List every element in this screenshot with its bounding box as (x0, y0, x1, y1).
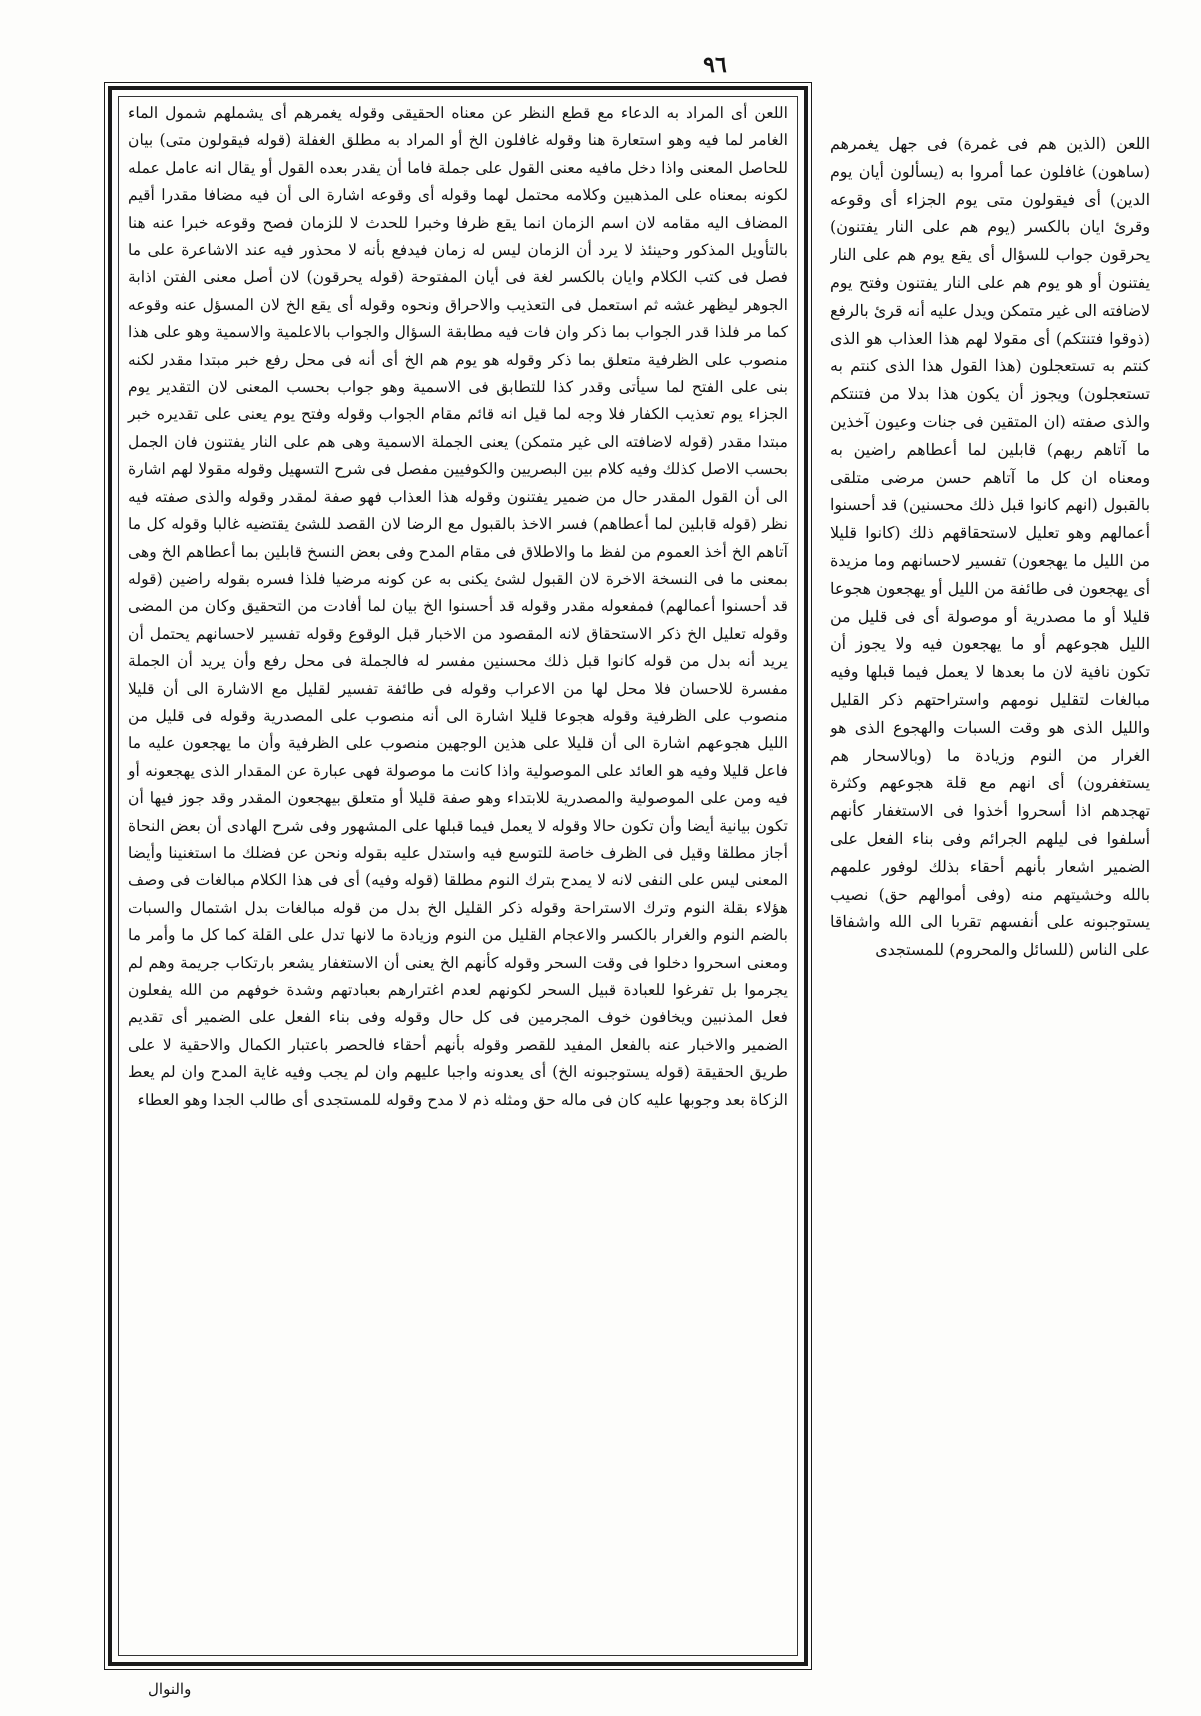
main-commentary-text: اللعن أى المراد به الدعاء مع قطع النظر عن معناه الحقيقى وقوله يغمرهم أى يشملهم شمول الماء الغامر لما فيه وهو استعارة هنا وقوله غافلون الخ أو المراد به مطلق الغفلة (قوله فيقولون متى) بيان للحاصل المعنى واذا دخل مافيه معنى القول على جملة فاما أن يقدر بعده القول أو يقال انه عامل عمله لكونه بمعناه على المذهبين وكلامه محتمل لهما وقوله أى وقوعه اشارة الى أن فيه مضافا مقدرا أقيم المضاف اليه مقامه لان اسم الزمان انما يقع ظرفا وخبرا للحدث لا للزمان فصح وقوعه خبرا عنه هنا بالتأويل المذكور وحينئذ لا يرد أن الزمان ليس له زمان فيدفع بأنه لا محذور فيه عند الاشاعرة على ما فصل فى كتب الكلام وايان بالكسر لغة فى أيان المفتوحة (قوله يحرقون) لان أصل معنى الفتن اذابة الجوهر ليظهر غشه ثم استعمل فى التعذيب والاحراق ونحوه وقوله أى يقع الخ لان المسؤل عنه وقوعه كما مر فلذا قدر الجواب بما ذكر وان فات فيه مطابقة السؤال والجواب بالاعلمية والاسمية وهو على هذا منصوب على الظرفية متعلق بما ذكر وقوله هو يوم هم الخ أى أنه فى محل رفع خبر مبتدا مقدر لكنه بنى على الفتح لما سيأتى وقدر كذا للتطابق فى الاسمية وهو جواب بحسب المعنى لان التقدير يوم الجزاء يوم تعذيب الكفار فلا وجه لما قيل انه قائم مقام الجواب وقوله وفتح يوم يعنى على تقديره خبر مبتدا مقدر (قوله لاضافته الى غير متمكن) يعنى الجملة الاسمية وهى هم على النار يفتنون فان الجمل بحسب الاصل كذلك وفيه كلام بين البصريين والكوفيين مفصل فى شرح التسهيل وقوله مقولا لهم اشارة الى أن القول المقدر حال من ضمير يفتنون وقوله هذا العذاب فهو صفة لمقدر وقوله والذى صفته فيه نظر (قوله قابلين لما أعطاهم) فسر الاخذ بالقبول مع الرضا لان القصد للشئ يقتضيه غالبا وقوله كل ما آتاهم الخ أخذ العموم من لفظ ما والاطلاق فى مقام المدح وفى بعض النسخ قابلين بما أعطاهم الخ وهى بمعنى ما فى النسخة الاخرة لان القبول لشئ يكنى به عن كونه مرضيا فلذا فسره بقوله راضين (قوله قد أحسنوا أعمالهم) فمفعوله مقدر وقوله قد أحسنوا الخ بيان لما أفادت من التحقيق وكان من المضى وقوله تعليل الخ ذكر الاستحقاق لانه المقصود من الاخبار قبل الوقوع وقوله تفسير لاحسانهم يحتمل أن يريد أنه بدل من قوله كانوا قبل ذلك محسنين مفسر له فالجملة فى محل رفع وأن يريد أن الجملة مفسرة للاحسان فلا محل لها من الاعراب وقوله فى طائفة تفسير لقليل مع الاشارة الى أن قليلا منصوب على الظرفية وقوله هجوعا قليلا اشارة الى أنه منصوب على المصدرية وقوله فى قليل من الليل هجوعهم اشارة الى أن قليلا على هذين الوجهين منصوب على الظرفية وأن ما يهجعون عليه ما فاعل قليلا وفيه هو العائد على الموصولية واذا كانت ما موصولة فهى عبارة عن المقدار الذى يهجعونه أو فيه ومن على الموصولية والمصدرية للابتداء وهو صفة قليلا أو متعلق بيهجعون المقدر وقد جوز فيها أن تكون بيانية أيضا وأن تكون حالا وقوله لا يعمل فيما قبلها على المشهور وفى شرح الهادى أن بعض النحاة أجاز مطلقا وقيل فى الظرف خاصة للتوسع فيه واستدل عليه بقوله ونحن عن فضلك ما استغنينا وأيضا المعنى ليس على النفى لانه لا يمدح بترك النوم مطلقا (قوله وفيه) أى فى هذا الكلام مبالغات فى وصف هؤلاء بقلة النوم وترك الاستراحة وقوله ذكر القليل الخ بدل من قوله مبالغات بدل اشتمال والسبات بالضم النوم والغرار بالكسر والاعجام القليل من النوم وزيادة ما لانها تدل على القلة كما كل ما وأمر ما ومعنى اسحروا دخلوا فى وقت السحر وقوله كأنهم الخ يعنى أن الاستغفار يشعر بارتكاب جريمة وهم لم يجرموا بل تفرغوا للعبادة قبيل السحر لكونهم لعدم اغترارهم بعبادتهم وشدة خوفهم من الله يفعلون فعل المذنبين ويخافون خوف المجرمين فى كل حال وقوله وفى بناء الفعل على الضمير أى تقديم الضمير والاخبار عنه بالفعل المفيد للقصر وقوله بأنهم أحقاء فالحصر باعتبار الكمال والاحقية لا على طريق الحقيقة (قوله يستوجبونه الخ) أى يعدونه واجبا عليهم وان لم يجب وفيه غاية المدح وان لم يعط الزكاة بعد وجوبها عليه كان فى ماله حق ومثله ذم لا مدح وقوله للمستجدى أى طالب الجدا وهو العطاء (128, 104, 788, 1109)
margin-text: اللعن (الذين هم فى غمرة) فى جهل يغمرهم (ساهون) غافلون عما أمروا به (يسألون أيان يوم الدين) أى فيقولون متى يوم الجزاء أى وقوعه وقرئ ايان بالكسر (يوم هم على النار يفتنون) يحرقون جواب للسؤال أى يقع يوم هم على النار يفتنون أو هو يوم هم على النار يفتنون وفتح يوم لاضافته الى غير متمكن ويدل عليه أنه قرئ بالرفع (ذوقوا فتنتكم) أى مقولا لهم هذا العذاب هو الذى كنتم به تستعجلون (هذا القول هذا الذى كنتم به تستعجلون) ويجوز أن يكون هذا بدلا من فتنتكم والذى صفته (ان المتقين فى جنات وعيون آخذين ما آتاهم ربهم) قابلين لما أعطاهم راضين به ومعناه ان كل ما آتاهم حسن مرضى متلقى بالقبول (انهم كانوا قبل ذلك محسنين) قد أحسنوا أعمالهم وهو تعليل لاستحقاقهم ذلك (كانوا قليلا من الليل ما يهجعون) تفسير لاحسانهم وما مزيدة أى يهجعون فى طائفة من الليل أو يهجعون هجوعا قليلا أو ما مصدرية أو موصولة أى فى قليل من الليل هجوعهم أو ما يهجعون فيه ولا يجوز أن تكون نافية لان ما بعدها لا يعمل فيما قبلها وفيه مبالغات لتقليل نومهم واستراحتهم ذكر القليل والليل الذى هو وقت السبات والهجوع الذى هو الغرار من النوم وزيادة ما (وبالاسحار هم يستغفرون) أى انهم مع قلة هجوعهم وكثرة تهجدهم اذا أسحروا أخذوا فى الاستغفار كأنهم أسلفوا فى ليلهم الجرائم وفى بناء الفعل على الضمير اشعار بأنهم أحقاء بذلك لوفور علمهم بالله وخشيتهم منه (وفى أموالهم حق) نصيب يستوجبونه على أنفسهم تقربا الى الله واشفاقا على الناس (للسائل والمحروم) للمستجدى (830, 134, 1150, 960)
main-text-frame (108, 86, 808, 1666)
catchword: والنوال (148, 1680, 192, 1698)
page-number: ٩٦ (703, 52, 727, 78)
